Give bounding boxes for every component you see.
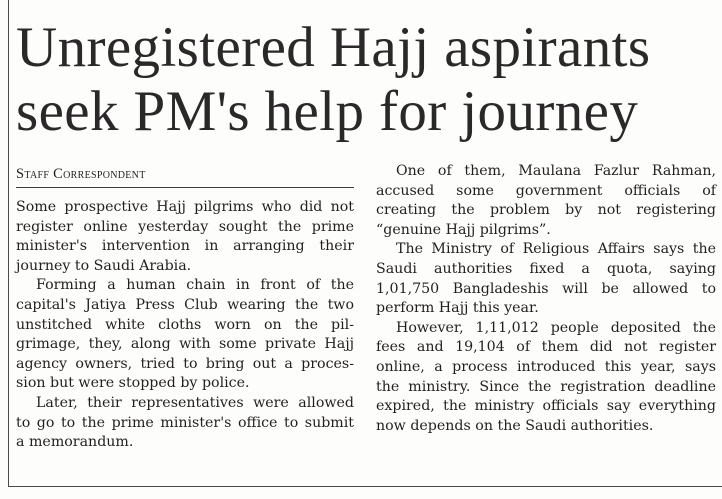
text-line: to go to the prime minister's office to submit — [16, 414, 354, 431]
text-line: fees and 19,104 of them did not register — [376, 339, 716, 356]
paragraph — [16, 276, 354, 394]
text-line: now depends on the Saudi authorities. — [376, 417, 654, 434]
text-line: expired, the ministry officials say everything — [376, 398, 716, 415]
text-line: sion but were stopped by police. — [16, 375, 250, 392]
text-line: perform Hajj this year. — [376, 300, 539, 317]
headline-line: seek PM's help for journey — [16, 80, 639, 143]
byline: Staff Correspondent — [16, 165, 354, 188]
text-line: creating the problem by not registering — [376, 202, 716, 219]
text-line: online, a process introduced this year, says — [376, 358, 716, 375]
article-column-right — [376, 162, 716, 436]
text-line: unstitched white cloths worn on the pil- — [16, 316, 354, 333]
paragraph — [16, 198, 354, 276]
text-line: capital's Jatiya Press Club wearing the two — [16, 296, 354, 313]
text-line: “genuine Hajj pilgrims”. — [376, 221, 551, 238]
text-line: 1,01,750 Bangladeshis will be allowed to — [376, 280, 716, 297]
text-line: minister's intervention in arranging their — [16, 238, 354, 255]
text-line: Forming a human chain in front of the — [36, 277, 354, 294]
headline — [16, 16, 716, 144]
text-line: The Ministry of Religious Affairs says the — [396, 241, 716, 258]
article-column-left — [16, 198, 354, 453]
paragraph — [16, 394, 354, 453]
text-line: One of them, Maulana Fazlur Rahman, — [396, 163, 716, 179]
left-border-rule — [8, 0, 9, 486]
paragraph — [376, 162, 716, 240]
text-line: the ministry. Since the registration deadline — [376, 378, 716, 395]
text-line: However, 1,11,012 people deposited the — [396, 319, 716, 336]
text-line: accused some government officials of — [376, 182, 716, 199]
paragraph — [376, 240, 716, 318]
bottom-border-rule — [8, 486, 722, 487]
text-line: agency owners, tried to bring out a proces- — [16, 355, 354, 372]
text-line: Saudi authorities fixed a quota, saying — [376, 260, 716, 277]
text-line: register online yesterday sought the prime — [16, 218, 354, 235]
headline-line: Unregistered Hajj aspirants — [16, 16, 651, 79]
text-line: grimage, they, along with some private Hajj — [16, 336, 354, 353]
text-line: a memorandum. — [16, 434, 134, 451]
text-line: Some prospective Hajj pilgrims who did not — [16, 199, 354, 215]
text-line: Later, their representatives were allowed — [36, 394, 354, 411]
text-line: journey to Saudi Arabia. — [16, 257, 192, 274]
paragraph — [376, 319, 716, 437]
